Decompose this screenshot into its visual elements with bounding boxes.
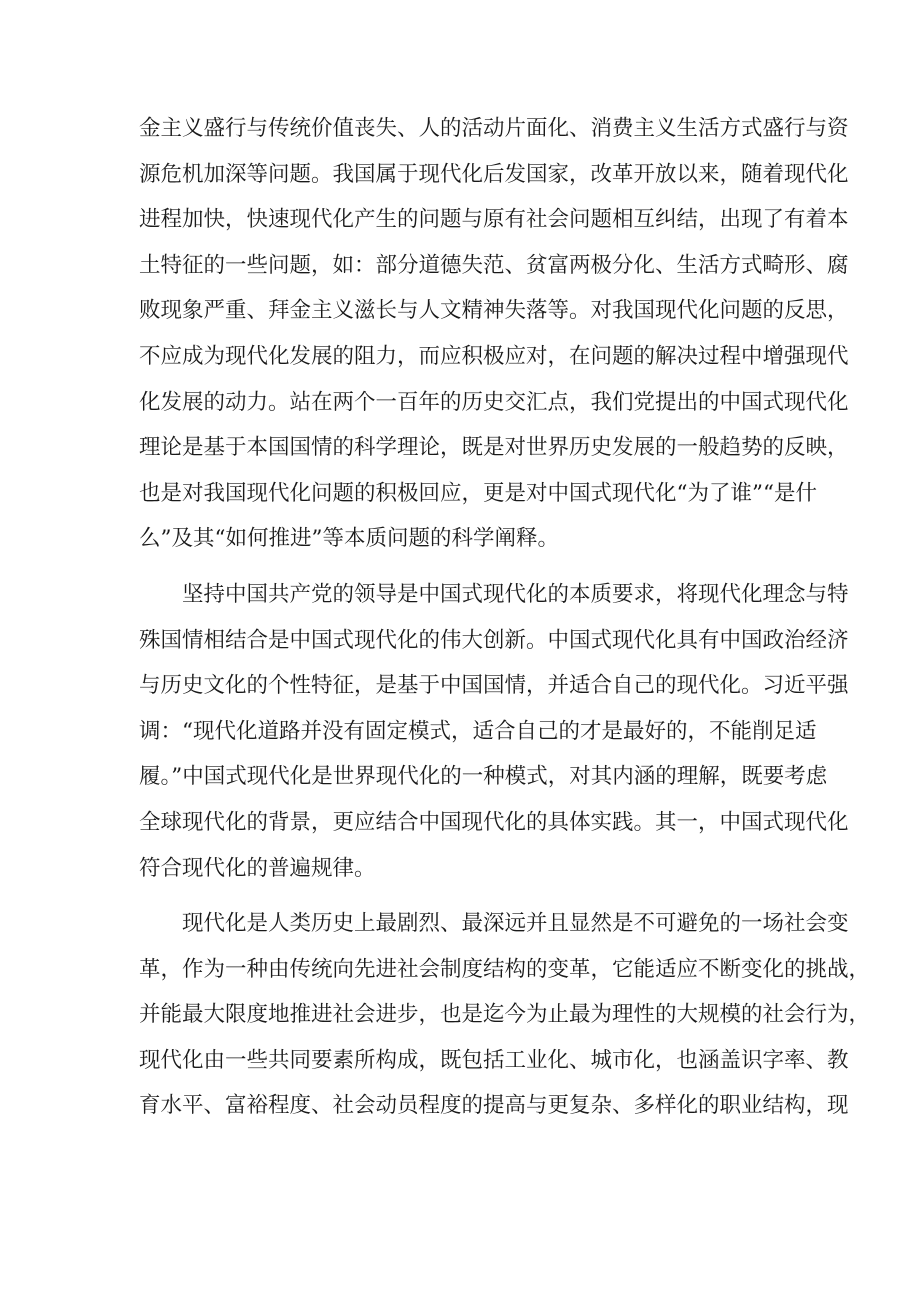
- text-line: 也是对我国现代化问题的积极回应，更是对中国式现代化“为了谁”“是什: [139, 480, 817, 506]
- text-line: 化发展的动力。站在两个一百年的历史交汇点，我们党提出的中国式现代化: [139, 389, 849, 415]
- text-line: 履。”中国式现代化是世界现代化的一种模式，对其内涵的理解，既要考虑: [139, 764, 828, 790]
- paragraph-spacer: [139, 562, 799, 572]
- text-line: 符合现代化的普遍规律。: [139, 855, 376, 881]
- text-line: 育水平、富裕程度、社会动员程度的提高与更复杂、多样化的职业结构，现: [139, 1093, 849, 1119]
- text-line: 么”及其“如何推进”等本质问题的科学阐释。: [139, 526, 559, 552]
- text-line: 殊国情相结合是中国式现代化的伟大创新。中国式现代化具有中国政治经济: [139, 627, 849, 653]
- text-line: 源危机加深等问题。我国属于现代化后发国家，改革开放以来，随着现代化: [139, 161, 849, 187]
- text-line: 现代化是人类历史上最剧烈、最深远并且显然是不可避免的一场社会变: [182, 911, 849, 937]
- text-line: 金主义盛行与传统价值丧失、人的活动片面化、消费主义生活方式盛行与资: [139, 116, 849, 141]
- text-line: 现代化由一些共同要素所构成，既包括工业化、城市化，也涵盖识字率、教: [139, 1047, 849, 1073]
- paragraph-spacer: [139, 891, 799, 901]
- text-line: 坚持中国共产党的领导是中国式现代化的本质要求，将现代化理念与特: [182, 581, 849, 607]
- text-line: 革，作为一种由传统向先进社会制度结构的变革，它能适应不断变化的挑战，: [139, 956, 871, 982]
- text-line: 与历史文化的个性特征，是基于中国国情，并适合自己的现代化。习近平强: [139, 673, 849, 699]
- text-line: 全球现代化的背景，更应结合中国现代化的具体实践。其一，中国式现代化: [139, 809, 849, 835]
- text-line: 理论是基于本国国情的科学理论，既是对世界历史发展的一般趋势的反映，: [139, 435, 849, 461]
- text-line: 不应成为现代化发展的阻力，而应积极应对，在问题的解决过程中增强现代: [139, 343, 849, 369]
- text-line: 并能最大限度地推进社会进步，也是迄今为止最为理性的大规模的社会行为，: [139, 1002, 871, 1028]
- paragraph-2: [139, 572, 849, 891]
- paragraph-1: [139, 106, 849, 562]
- text-line: 进程加快，快速现代化产生的问题与原有社会问题相互纠结，出现了有着本: [139, 207, 849, 233]
- text-line: 调：“现代化道路并没有固定模式，适合自己的才是最好的，不能削足适: [139, 718, 817, 744]
- text-line: 土特征的一些问题，如：部分道德失范、贫富两极分化、生活方式畸形、腐: [139, 252, 849, 278]
- text-line: 败现象严重、拜金主义滋长与人文精神失落等。对我国现代化问题的反思，: [139, 298, 849, 324]
- document-body: [139, 106, 871, 1129]
- paragraph-3: [139, 901, 871, 1129]
